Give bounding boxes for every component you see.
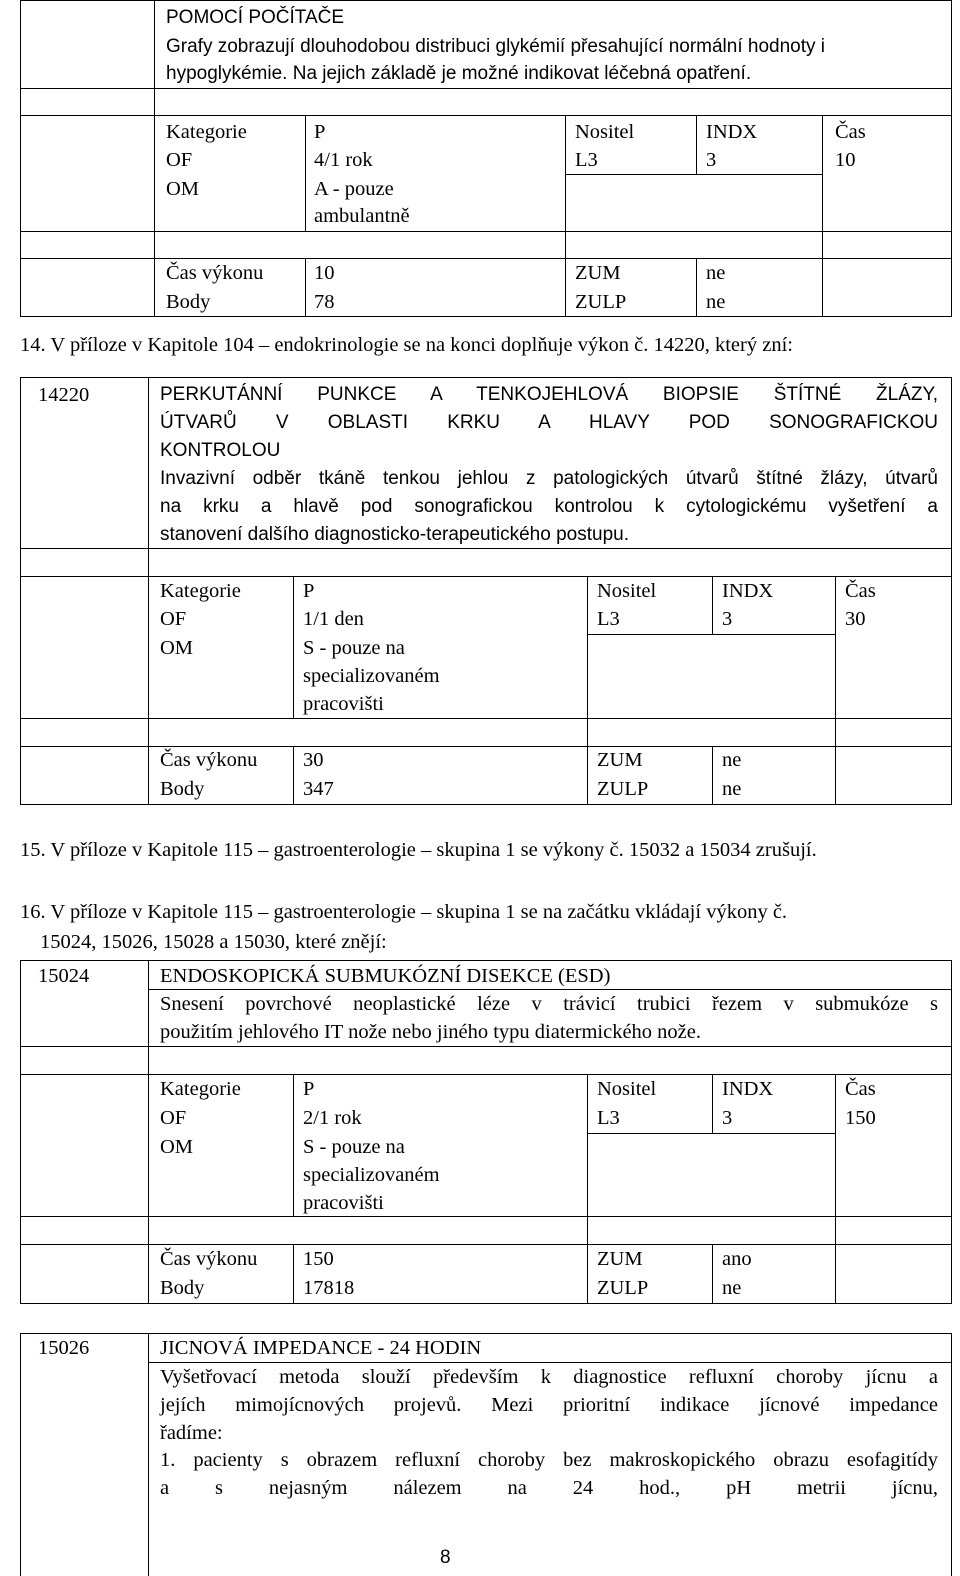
table-divider [148,960,149,1304]
header-nositel: Nositel [597,1078,657,1100]
title-line: ÚTVARŮ V OBLASTI KRKU A HLAVY POD SONOGRAFICKOU [160,412,938,433]
body-value: 347 [303,778,334,800]
row-om-value: S - pouze na [303,637,405,659]
table-divider [20,231,952,232]
procedure-description [160,465,938,521]
header-cas: Čas [845,580,876,602]
page-number: 8 [440,1547,451,1568]
cas-vykonu-label: Čas výkonu [160,1248,258,1270]
table-divider [293,576,294,718]
row-of-frequency: 4/1 rok [314,149,373,171]
table-divider [587,634,835,635]
row-of-nositel: L3 [597,608,620,630]
procedure-title: ENDOSKOPICKÁ SUBMUKÓZNÍ DISEKCE (ESD) [160,965,611,987]
body-label: Body [160,1277,205,1299]
table-divider [20,115,952,116]
amendment-item-16: 16. V příloze v Kapitole 115 – gastroenterologie – skupina 1 se na začátku vkládají výkony č. [20,901,788,923]
title-line: KONTROLOU [160,440,281,461]
amendment-item-15: 15. V příloze v Kapitole 115 – gastroenterologie – skupina 1 se výkony č. 15032 a 15034 zrušují. [20,839,817,861]
procedure-title: POMOCÍ POČÍTAČE [166,7,345,28]
header-nositel: Nositel [597,580,657,602]
description-line: použitím jehlového IT nože nebo jiného typu diatermického nože. [160,1021,702,1043]
table-divider [293,746,294,805]
table-divider [587,1133,835,1134]
header-cas: Čas [835,121,866,143]
table-divider [293,1074,294,1216]
procedure-description [160,1363,938,1419]
table-divider [712,576,713,635]
zulp-label: ZULP [597,1277,649,1299]
body-value: 17818 [303,1277,355,1299]
table-divider [20,258,952,259]
header-kategorie: Kategorie [160,1078,241,1100]
zulp-value: ne [706,291,726,313]
zulp-label: ZULP [597,778,649,800]
cas-vykonu-label: Čas výkonu [160,749,258,771]
description-line: jejích mimojícnových projevů. Mezi prioritní indikace jícnové impedance [160,1394,938,1416]
header-nositel: Nositel [575,121,635,143]
header-p: P [303,1078,315,1100]
table-divider [565,174,822,175]
zum-label: ZUM [597,1248,643,1270]
table-divider [712,1244,713,1304]
amendment-item-16-cont: 15024, 15026, 15028 a 15030, které znějí: [40,931,387,953]
zulp-value: ne [722,1277,742,1299]
row-of-nositel: L3 [597,1107,620,1129]
description-line: stanovení dalšího diagnosticko-terapeutického postupu. [160,524,629,545]
row-of-label: OF [160,1107,187,1129]
table-divider [154,0,155,317]
row-om-value: ambulantně [314,205,410,227]
table-divider [20,718,952,719]
procedure-description-cont [160,1446,938,1502]
table-divider [565,115,566,317]
row-of-frequency: 1/1 den [303,608,364,630]
header-indx: INDX [706,121,758,143]
cas-vykonu-value: 30 [303,749,324,771]
header-p: P [314,121,326,143]
table-divider [822,115,823,317]
description-line: Snesení povrchové neoplastické léze v trávicí trubici řezem v submukóze s [160,993,938,1015]
table-divider [587,1074,588,1304]
description-line: Grafy zobrazují dlouhodobou distribuci glykémií přesahující normální hodnoty i [166,36,826,57]
procedure-title: JICNOVÁ IMPEDANCE - 24 HODIN [160,1337,482,1359]
cas-vykonu-label: Čas výkonu [166,262,264,284]
header-cas: Čas [845,1078,876,1100]
table-divider [696,115,697,174]
header-kategorie: Kategorie [160,580,241,602]
amendment-item-14: 14. V příloze v Kapitole 104 – endokrinologie se na konci doplňuje výkon č. 14220, který zní: [20,334,793,356]
row-of-time: 150 [845,1107,876,1129]
table-divider [712,746,713,805]
row-om-value: pracovišti [303,693,384,715]
cas-vykonu-value: 10 [314,262,335,284]
table-divider [835,1074,836,1304]
row-of-time: 10 [835,149,856,171]
row-of-indx: 3 [706,149,717,171]
row-om-label: OM [160,1136,194,1158]
body-label: Body [160,778,205,800]
description-line: 1. pacienty s obrazem refluxní choroby bez makroskopického obrazu esofagitídy [160,1449,938,1471]
table-divider [20,1216,952,1217]
row-of-label: OF [166,149,193,171]
description-line: na krku a hlavě pod sonografickou kontrolou k cytologickému vyšetření a [160,496,938,517]
description-line: Vyšetřovací metoda slouží především k diagnostice refluxní choroby jícnu a [160,1366,938,1388]
procedure-code: 14220 [38,384,90,406]
row-of-frequency: 2/1 rok [303,1107,362,1129]
row-om-value: A - pouze [314,178,394,200]
procedure-description [160,990,938,1018]
header-p: P [303,580,315,602]
description-line: a s nejasným nálezem na 24 hod., pH metrii jícnu, [160,1477,938,1499]
table-divider [20,1046,952,1047]
row-om-value: specializovaném [303,1164,440,1186]
table-divider [305,258,306,317]
zum-label: ZUM [597,749,643,771]
header-kategorie: Kategorie [166,121,247,143]
row-om-value: pracovišti [303,1192,384,1214]
row-om-value: S - pouze na [303,1136,405,1158]
description-line: hypoglykémie. Na jejich základě je možné indikovat léčebná opatření. [166,63,752,84]
procedure-code: 15024 [38,965,90,987]
zum-label: ZUM [575,262,621,284]
table-divider [305,115,306,231]
row-of-label: OF [160,608,187,630]
table-divider [293,1244,294,1304]
row-om-label: OM [166,178,200,200]
table-divider [696,258,697,317]
table-divider [835,576,836,805]
zulp-value: ne [722,778,742,800]
header-indx: INDX [722,1078,774,1100]
description-line: Invazivní odběr tkáně tenkou jehlou z patologických útvarů štítné žlázy, útvarů [160,468,938,489]
title-line: PERKUTÁNNÍ PUNKCE A TENKOJEHLOVÁ BIOPSIE ŠTÍTNÉ ŽLÁZY, [160,384,938,405]
zum-value: ne [722,749,742,771]
row-of-indx: 3 [722,608,733,630]
procedure-title [160,381,938,437]
header-indx: INDX [722,580,774,602]
table-divider [20,88,952,89]
row-om-value: specializovaném [303,665,440,687]
table-divider [587,576,588,805]
zum-value: ne [706,262,726,284]
body-value: 78 [314,291,335,313]
procedure-code: 15026 [38,1337,90,1359]
table-divider [148,377,149,805]
table-divider [712,1074,713,1133]
body-label: Body [166,291,211,313]
row-of-indx: 3 [722,1107,733,1129]
row-of-nositel: L3 [575,149,598,171]
row-of-time: 30 [845,608,866,630]
zum-value: ano [722,1248,752,1270]
row-om-label: OM [160,637,194,659]
table-divider [148,1333,149,1576]
cas-vykonu-value: 150 [303,1248,334,1270]
description-line: řadíme: [160,1422,223,1444]
zulp-label: ZULP [575,291,627,313]
